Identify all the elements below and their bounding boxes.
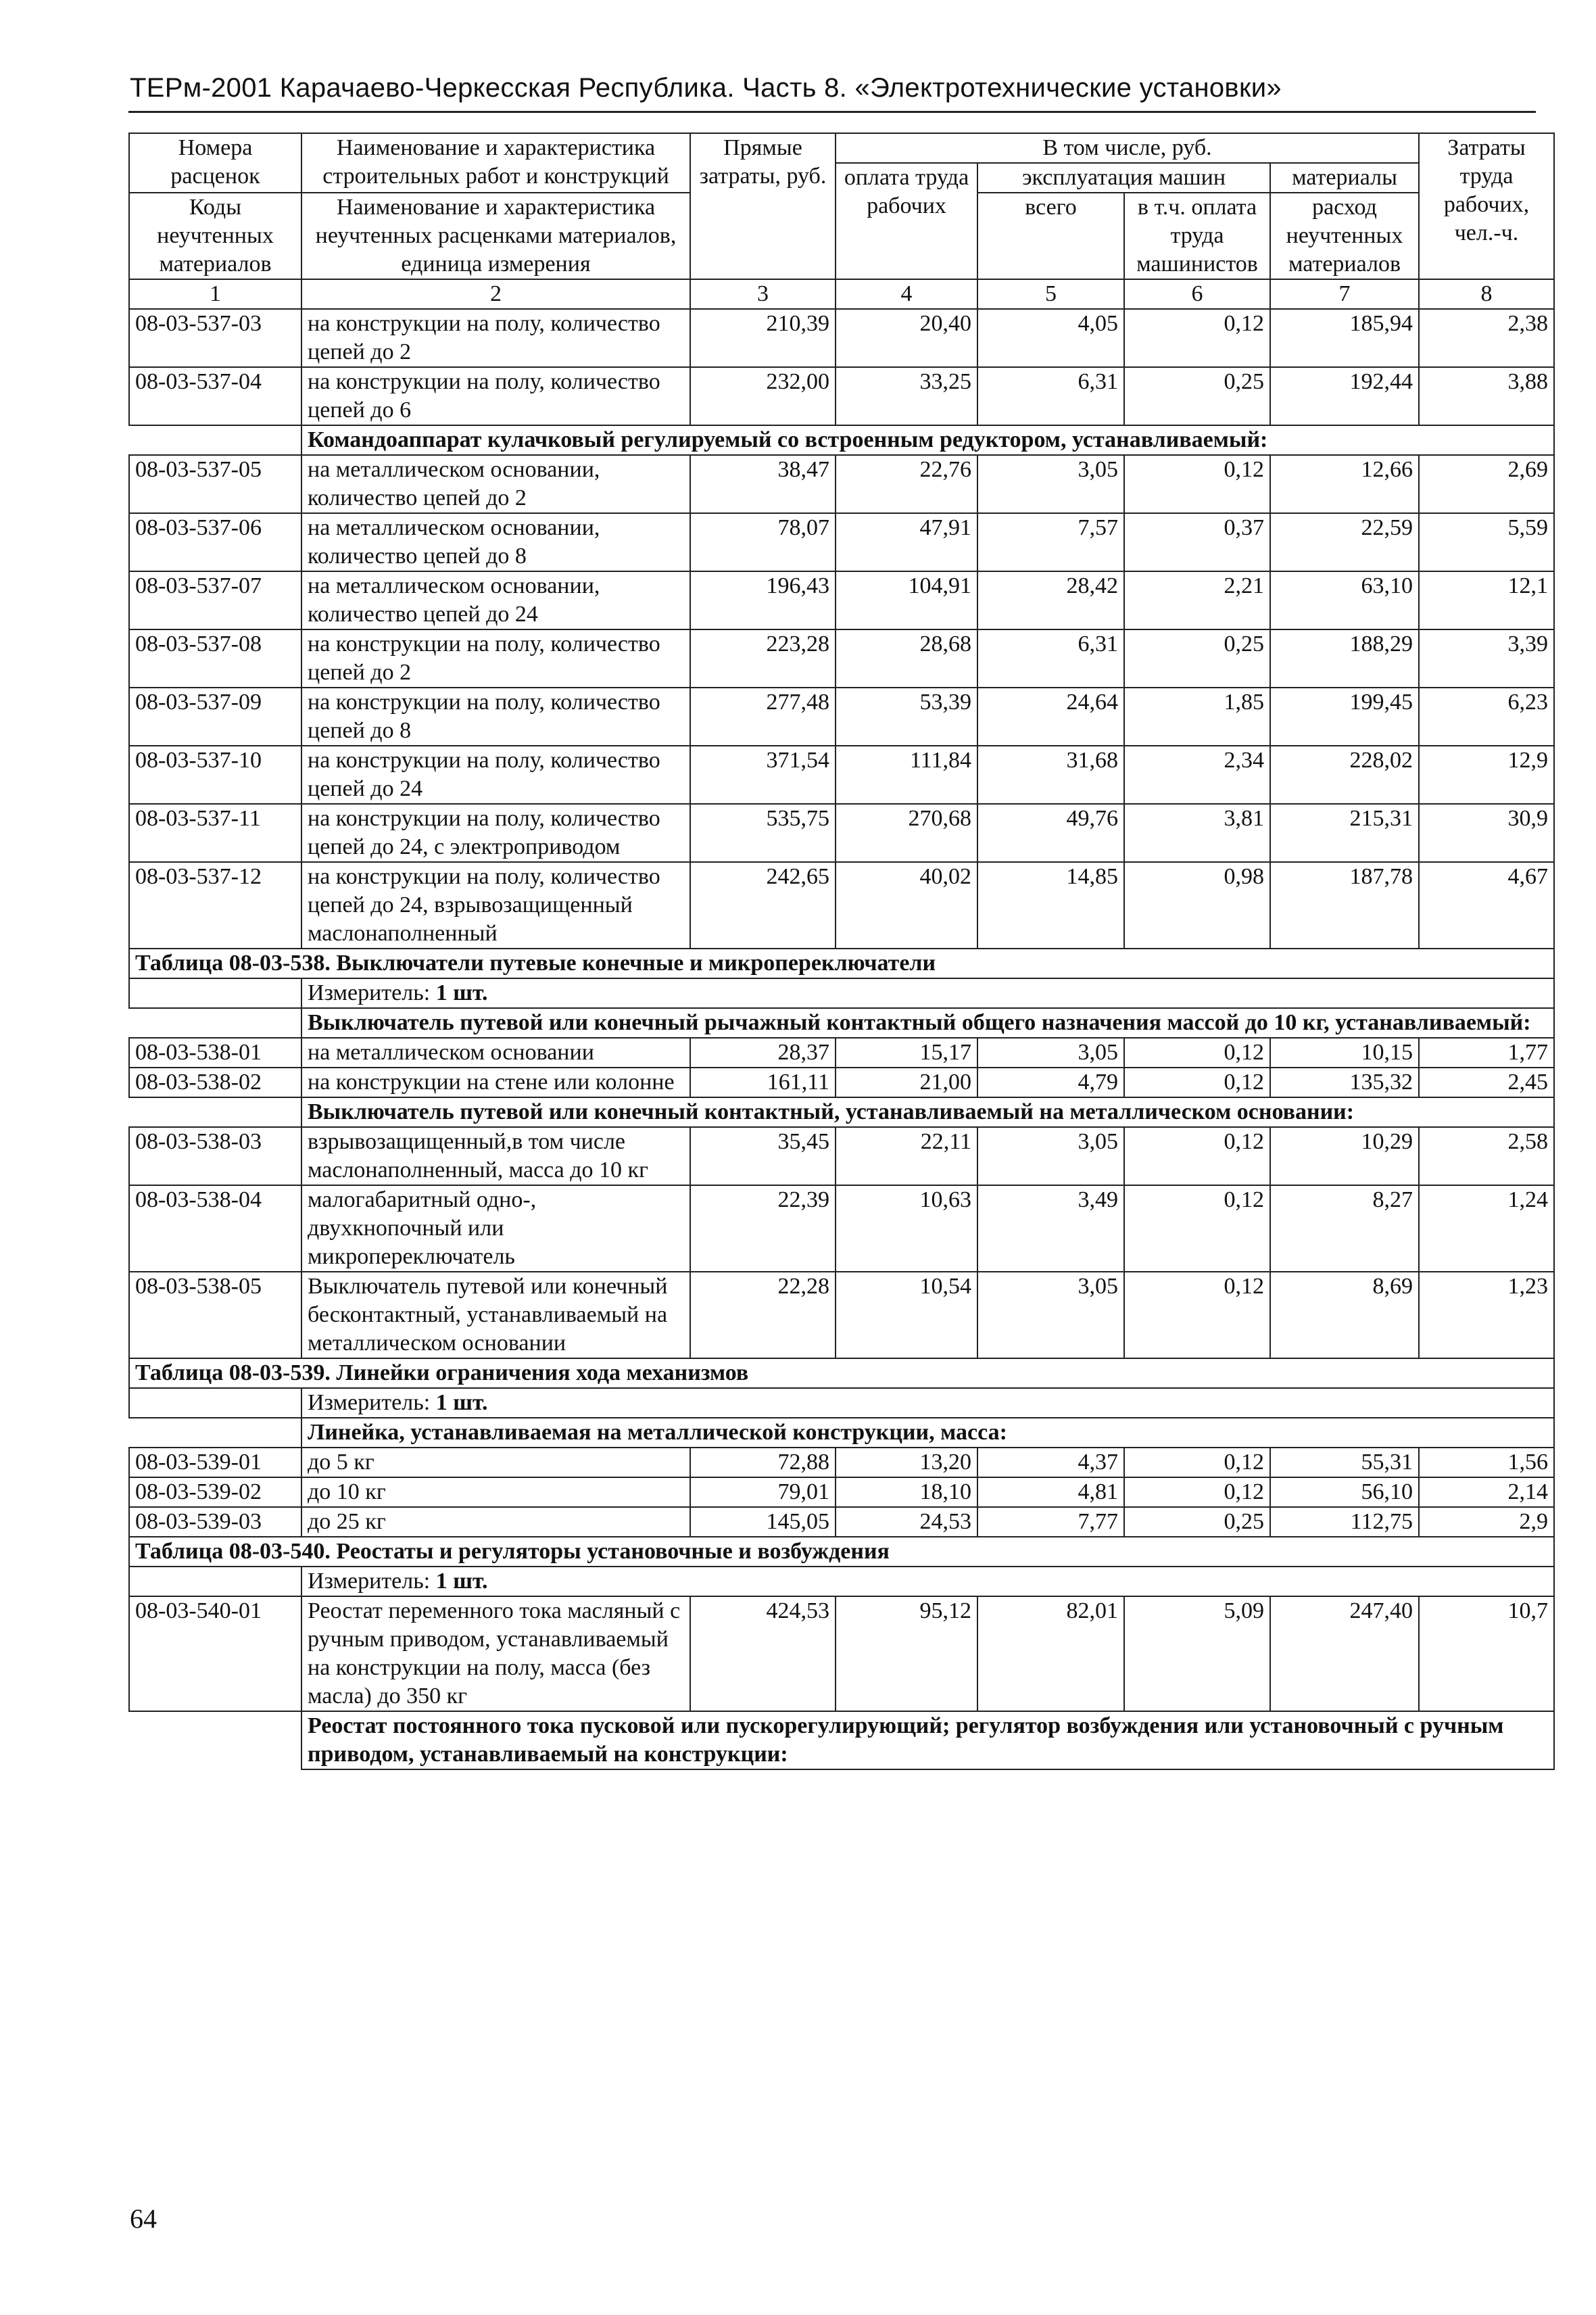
rates-table-wrapper: [128, 133, 1553, 1770]
work-description: на металлическом основании, количество цепей до 24: [301, 571, 690, 629]
table-row: [129, 629, 1554, 688]
machine-operation: 4,37: [977, 1448, 1124, 1477]
labor-hours: 2,9: [1419, 1507, 1554, 1537]
machinists-wages: 1,85: [1124, 688, 1270, 746]
workers-wages: 18,10: [836, 1477, 977, 1507]
table-title-row: [129, 1537, 1554, 1567]
materials-cost: 55,31: [1270, 1448, 1419, 1477]
materials-cost: 10,15: [1270, 1038, 1419, 1068]
machine-operation: 3,05: [977, 1038, 1124, 1068]
direct-cost: 535,75: [690, 804, 836, 862]
table-539-title: Таблица 08-03-539. Линейки ограничения хода механизмов: [129, 1358, 1554, 1388]
column-number: 5: [977, 279, 1124, 309]
work-description: на конструкции на полу, количество цепей до 24: [301, 746, 690, 804]
measure-unit: Измеритель: 1 шт.: [301, 978, 1554, 1008]
labor-hours: 4,67: [1419, 862, 1554, 949]
materials-cost: 188,29: [1270, 629, 1419, 688]
direct-cost: 78,07: [690, 513, 836, 571]
machinists-wages: 0,25: [1124, 367, 1270, 425]
table-title-row: [129, 949, 1554, 978]
materials-cost: 10,29: [1270, 1127, 1419, 1185]
work-description: на конструкции на стене или колонне: [301, 1068, 690, 1097]
rate-code: 08-03-537-03: [129, 309, 301, 367]
workers-wages: 270,68: [836, 804, 977, 862]
rows-538a: [129, 1038, 1554, 1097]
running-header: ТЕРм-2001 Карачаево-Черкесская Республика. Часть 8. «Электротехнические установки»: [130, 73, 1282, 103]
measure-row: [129, 978, 1554, 1008]
rows-537-top: [129, 309, 1554, 425]
workers-wages: 33,25: [836, 367, 977, 425]
header-materials-unaccounted: расход неучтенных материалов: [1270, 193, 1419, 279]
measure-row: [129, 1567, 1554, 1596]
materials-cost: 12,66: [1270, 455, 1419, 513]
table-row: [129, 688, 1554, 746]
column-number: 2: [301, 279, 690, 309]
page-number: 64: [130, 2203, 157, 2234]
rate-code: 08-03-538-04: [129, 1185, 301, 1272]
column-number: 8: [1419, 279, 1554, 309]
column-number: 7: [1270, 279, 1419, 309]
labor-hours: 2,45: [1419, 1068, 1554, 1097]
direct-cost: 22,28: [690, 1272, 836, 1358]
work-description: до 25 кг: [301, 1507, 690, 1537]
work-description: малогабаритный одно-, двухкнопочный или микропереключатель: [301, 1185, 690, 1272]
header-machine-ops: эксплуатация машин: [977, 163, 1270, 193]
rows-537b: [129, 455, 1554, 949]
machine-operation: 82,01: [977, 1596, 1124, 1711]
machinists-wages: 0,12: [1124, 1127, 1270, 1185]
table-row: [129, 746, 1554, 804]
labor-hours: 3,88: [1419, 367, 1554, 425]
direct-cost: 38,47: [690, 455, 836, 513]
group-537b: [129, 425, 1554, 455]
labor-hours: 2,14: [1419, 1477, 1554, 1507]
direct-cost: 35,45: [690, 1127, 836, 1185]
rate-code: 08-03-537-12: [129, 862, 301, 949]
work-description: Реостат переменного тока масляный с ручным приводом, устанавливаемый на конструкции на полу, масса (без масла) до 350 кг: [301, 1596, 690, 1711]
machinists-wages: 0,12: [1124, 1068, 1270, 1097]
header-machine-wages: в т.ч. оплата труда машинистов: [1124, 193, 1270, 279]
workers-wages: 111,84: [836, 746, 977, 804]
table-row: [129, 1127, 1554, 1185]
workers-wages: 15,17: [836, 1038, 977, 1068]
table-row: [129, 1507, 1554, 1537]
materials-cost: 63,10: [1270, 571, 1419, 629]
direct-cost: 161,11: [690, 1068, 836, 1097]
header-name-bottom: Наименование и характеристика неучтенных расценками материалов, единица измерения: [301, 193, 690, 279]
workers-wages: 13,20: [836, 1448, 977, 1477]
direct-cost: 22,39: [690, 1185, 836, 1272]
rate-code: 08-03-537-04: [129, 367, 301, 425]
group-538b: [129, 1097, 1554, 1127]
machinists-wages: 5,09: [1124, 1596, 1270, 1711]
header-code-top: Номера расценок: [129, 133, 301, 193]
rate-code: 08-03-539-02: [129, 1477, 301, 1507]
table-row: [129, 1477, 1554, 1507]
materials-cost: 215,31: [1270, 804, 1419, 862]
machine-operation: 3,05: [977, 1127, 1124, 1185]
machine-operation: 6,31: [977, 367, 1124, 425]
labor-hours: 12,9: [1419, 746, 1554, 804]
rate-code: 08-03-539-03: [129, 1507, 301, 1537]
rate-code: 08-03-537-08: [129, 629, 301, 688]
work-description: на конструкции на полу, количество цепей до 2: [301, 629, 690, 688]
table-row: [129, 309, 1554, 367]
machine-operation: 24,64: [977, 688, 1124, 746]
machinists-wages: 0,37: [1124, 513, 1270, 571]
work-description: до 10 кг: [301, 1477, 690, 1507]
workers-wages: 104,91: [836, 571, 977, 629]
column-number: 4: [836, 279, 977, 309]
machinists-wages: 0,12: [1124, 1038, 1270, 1068]
workers-wages: 95,12: [836, 1596, 977, 1711]
work-description: на конструкции на полу, количество цепей до 6: [301, 367, 690, 425]
header-rule: [128, 111, 1536, 113]
rate-code: 08-03-538-02: [129, 1068, 301, 1097]
direct-cost: 145,05: [690, 1507, 836, 1537]
labor-hours: 5,59: [1419, 513, 1554, 571]
materials-cost: 192,44: [1270, 367, 1419, 425]
table-row: [129, 1596, 1554, 1711]
workers-wages: 47,91: [836, 513, 977, 571]
direct-cost: 371,54: [690, 746, 836, 804]
workers-wages: 40,02: [836, 862, 977, 949]
group-row: [129, 425, 1554, 455]
header-row-1: [129, 133, 1554, 163]
machine-operation: 3,49: [977, 1185, 1124, 1272]
header-including: В том числе, руб.: [836, 133, 1419, 163]
group-title: Реостат постоянного тока пусковой или пускорегулирующий; регулятор возбуждения или установочный с ручным приводом, устанавливаемый на конструкции:: [301, 1711, 1554, 1769]
materials-cost: 228,02: [1270, 746, 1419, 804]
workers-wages: 22,11: [836, 1127, 977, 1185]
work-description: Выключатель путевой или конечный бесконтактный, устанавливаемый на металлическом основании: [301, 1272, 690, 1358]
group-540: [129, 1711, 1554, 1769]
work-description: на конструкции на полу, количество цепей до 24, с электроприводом: [301, 804, 690, 862]
rate-code: 08-03-537-06: [129, 513, 301, 571]
labor-hours: 2,69: [1419, 455, 1554, 513]
workers-wages: 24,53: [836, 1507, 977, 1537]
rate-code: 08-03-537-05: [129, 455, 301, 513]
direct-cost: 223,28: [690, 629, 836, 688]
column-number: 3: [690, 279, 836, 309]
direct-cost: 210,39: [690, 309, 836, 367]
labor-hours: 2,38: [1419, 309, 1554, 367]
direct-cost: 242,65: [690, 862, 836, 949]
rows-540: [129, 1596, 1554, 1711]
materials-cost: 135,32: [1270, 1068, 1419, 1097]
labor-hours: 6,23: [1419, 688, 1554, 746]
header-materials: материалы: [1270, 163, 1419, 193]
header-machine-total: всего: [977, 193, 1124, 279]
machinists-wages: 0,12: [1124, 1477, 1270, 1507]
table-row: [129, 455, 1554, 513]
measure-unit: Измеритель: 1 шт.: [301, 1567, 1554, 1596]
machinists-wages: 0,12: [1124, 455, 1270, 513]
table-row: [129, 1185, 1554, 1272]
work-description: на металлическом основании, количество цепей до 8: [301, 513, 690, 571]
rate-code: 08-03-538-05: [129, 1272, 301, 1358]
machine-operation: 4,81: [977, 1477, 1124, 1507]
work-description: на конструкции на полу, количество цепей до 24, взрывозащищенный маслонаполненный: [301, 862, 690, 949]
measure-row: [129, 1388, 1554, 1418]
header-direct: Прямые затраты, руб.: [690, 133, 836, 279]
labor-hours: 30,9: [1419, 804, 1554, 862]
column-number: 1: [129, 279, 301, 309]
materials-cost: 187,78: [1270, 862, 1419, 949]
group-row: [129, 1097, 1554, 1127]
rate-code: 08-03-540-01: [129, 1596, 301, 1711]
machine-operation: 31,68: [977, 746, 1124, 804]
group-row: [129, 1008, 1554, 1038]
materials-cost: 199,45: [1270, 688, 1419, 746]
table-row: [129, 367, 1554, 425]
rows-539: [129, 1448, 1554, 1537]
column-number-row: [129, 279, 1554, 309]
direct-cost: 72,88: [690, 1448, 836, 1477]
table-row: [129, 1448, 1554, 1477]
direct-cost: 28,37: [690, 1038, 836, 1068]
machinists-wages: 0,12: [1124, 1272, 1270, 1358]
direct-cost: 277,48: [690, 688, 836, 746]
machine-operation: 7,57: [977, 513, 1124, 571]
group-row: [129, 1711, 1554, 1769]
direct-cost: 424,53: [690, 1596, 836, 1711]
table-538-title: Таблица 08-03-538. Выключатели путевые конечные и микропереключатели: [129, 949, 1554, 978]
machine-operation: 14,85: [977, 862, 1124, 949]
materials-cost: 112,75: [1270, 1507, 1419, 1537]
labor-hours: 1,77: [1419, 1038, 1554, 1068]
materials-cost: 185,94: [1270, 309, 1419, 367]
machinists-wages: 3,81: [1124, 804, 1270, 862]
labor-hours: 1,23: [1419, 1272, 1554, 1358]
machinists-wages: 2,21: [1124, 571, 1270, 629]
machinists-wages: 0,25: [1124, 1507, 1270, 1537]
header-code-bottom: Коды неучтенных материалов: [129, 193, 301, 279]
labor-hours: 12,1: [1419, 571, 1554, 629]
labor-hours: 1,24: [1419, 1185, 1554, 1272]
machinists-wages: 2,34: [1124, 746, 1270, 804]
table-540-title: Таблица 08-03-540. Реостаты и регуляторы установочные и возбуждения: [129, 1537, 1554, 1567]
rates-table: [128, 133, 1555, 1770]
materials-cost: 8,27: [1270, 1185, 1419, 1272]
machinists-wages: 0,12: [1124, 1448, 1270, 1477]
work-description: на металлическом основании: [301, 1038, 690, 1068]
labor-hours: 2,58: [1419, 1127, 1554, 1185]
materials-cost: 8,69: [1270, 1272, 1419, 1358]
rate-code: 08-03-538-01: [129, 1038, 301, 1068]
materials-cost: 247,40: [1270, 1596, 1419, 1711]
direct-cost: 196,43: [690, 571, 836, 629]
table-row: [129, 571, 1554, 629]
workers-wages: 22,76: [836, 455, 977, 513]
table-title-row: [129, 1358, 1554, 1388]
table-row: [129, 804, 1554, 862]
group-title: Командоаппарат кулачковый регулируемый со встроенным редуктором, устанавливаемый:: [301, 425, 1554, 455]
workers-wages: 20,40: [836, 309, 977, 367]
table-539-header: [129, 1358, 1554, 1448]
workers-wages: 10,63: [836, 1185, 977, 1272]
group-title: Выключатель путевой или конечный рычажный контактный общего назначения массой до 10 кг, устанавливаемый:: [301, 1008, 1554, 1038]
machine-operation: 3,05: [977, 455, 1124, 513]
machine-operation: 4,05: [977, 309, 1124, 367]
direct-cost: 232,00: [690, 367, 836, 425]
rate-code: 08-03-537-11: [129, 804, 301, 862]
machine-operation: 49,76: [977, 804, 1124, 862]
work-description: на металлическом основании, количество цепей до 2: [301, 455, 690, 513]
table-540-header: [129, 1537, 1554, 1596]
group-row: [129, 1418, 1554, 1448]
group-title: Линейка, устанавливаемая на металлической конструкции, масса:: [301, 1418, 1554, 1448]
materials-cost: 22,59: [1270, 513, 1419, 571]
table-row: [129, 1272, 1554, 1358]
labor-hours: 10,7: [1419, 1596, 1554, 1711]
work-description: взрывозащищенный,в том числе маслонаполненный, масса до 10 кг: [301, 1127, 690, 1185]
header-labor: Затраты труда рабочих, чел.-ч.: [1419, 133, 1554, 279]
rows-538b: [129, 1127, 1554, 1358]
table-row: [129, 862, 1554, 949]
rate-code: 08-03-539-01: [129, 1448, 301, 1477]
table-row: [129, 1068, 1554, 1097]
work-description: до 5 кг: [301, 1448, 690, 1477]
labor-hours: 3,39: [1419, 629, 1554, 688]
materials-cost: 56,10: [1270, 1477, 1419, 1507]
rate-code: 08-03-537-07: [129, 571, 301, 629]
table-row: [129, 1038, 1554, 1068]
rate-code: 08-03-538-03: [129, 1127, 301, 1185]
work-description: на конструкции на полу, количество цепей до 2: [301, 309, 690, 367]
header-name-top: Наименование и характеристика строительных работ и конструкций: [301, 133, 690, 193]
workers-wages: 53,39: [836, 688, 977, 746]
labor-hours: 1,56: [1419, 1448, 1554, 1477]
rate-code: 08-03-537-10: [129, 746, 301, 804]
group-title: Выключатель путевой или конечный контактный, устанавливаемый на металлическом основании:: [301, 1097, 1554, 1127]
work-description: на конструкции на полу, количество цепей до 8: [301, 688, 690, 746]
machine-operation: 6,31: [977, 629, 1124, 688]
workers-wages: 28,68: [836, 629, 977, 688]
direct-cost: 79,01: [690, 1477, 836, 1507]
machine-operation: 28,42: [977, 571, 1124, 629]
column-number: 6: [1124, 279, 1270, 309]
machine-operation: 4,79: [977, 1068, 1124, 1097]
measure-unit: Измеритель: 1 шт.: [301, 1388, 1554, 1418]
machine-operation: 3,05: [977, 1272, 1124, 1358]
machinists-wages: 0,98: [1124, 862, 1270, 949]
machinists-wages: 0,12: [1124, 309, 1270, 367]
machinists-wages: 0,25: [1124, 629, 1270, 688]
table-row: [129, 513, 1554, 571]
rate-code: 08-03-537-09: [129, 688, 301, 746]
machine-operation: 7,77: [977, 1507, 1124, 1537]
machinists-wages: 0,12: [1124, 1185, 1270, 1272]
header-wages: оплата труда рабочих: [836, 163, 977, 279]
workers-wages: 10,54: [836, 1272, 977, 1358]
workers-wages: 21,00: [836, 1068, 977, 1097]
table-538-header: [129, 949, 1554, 1038]
